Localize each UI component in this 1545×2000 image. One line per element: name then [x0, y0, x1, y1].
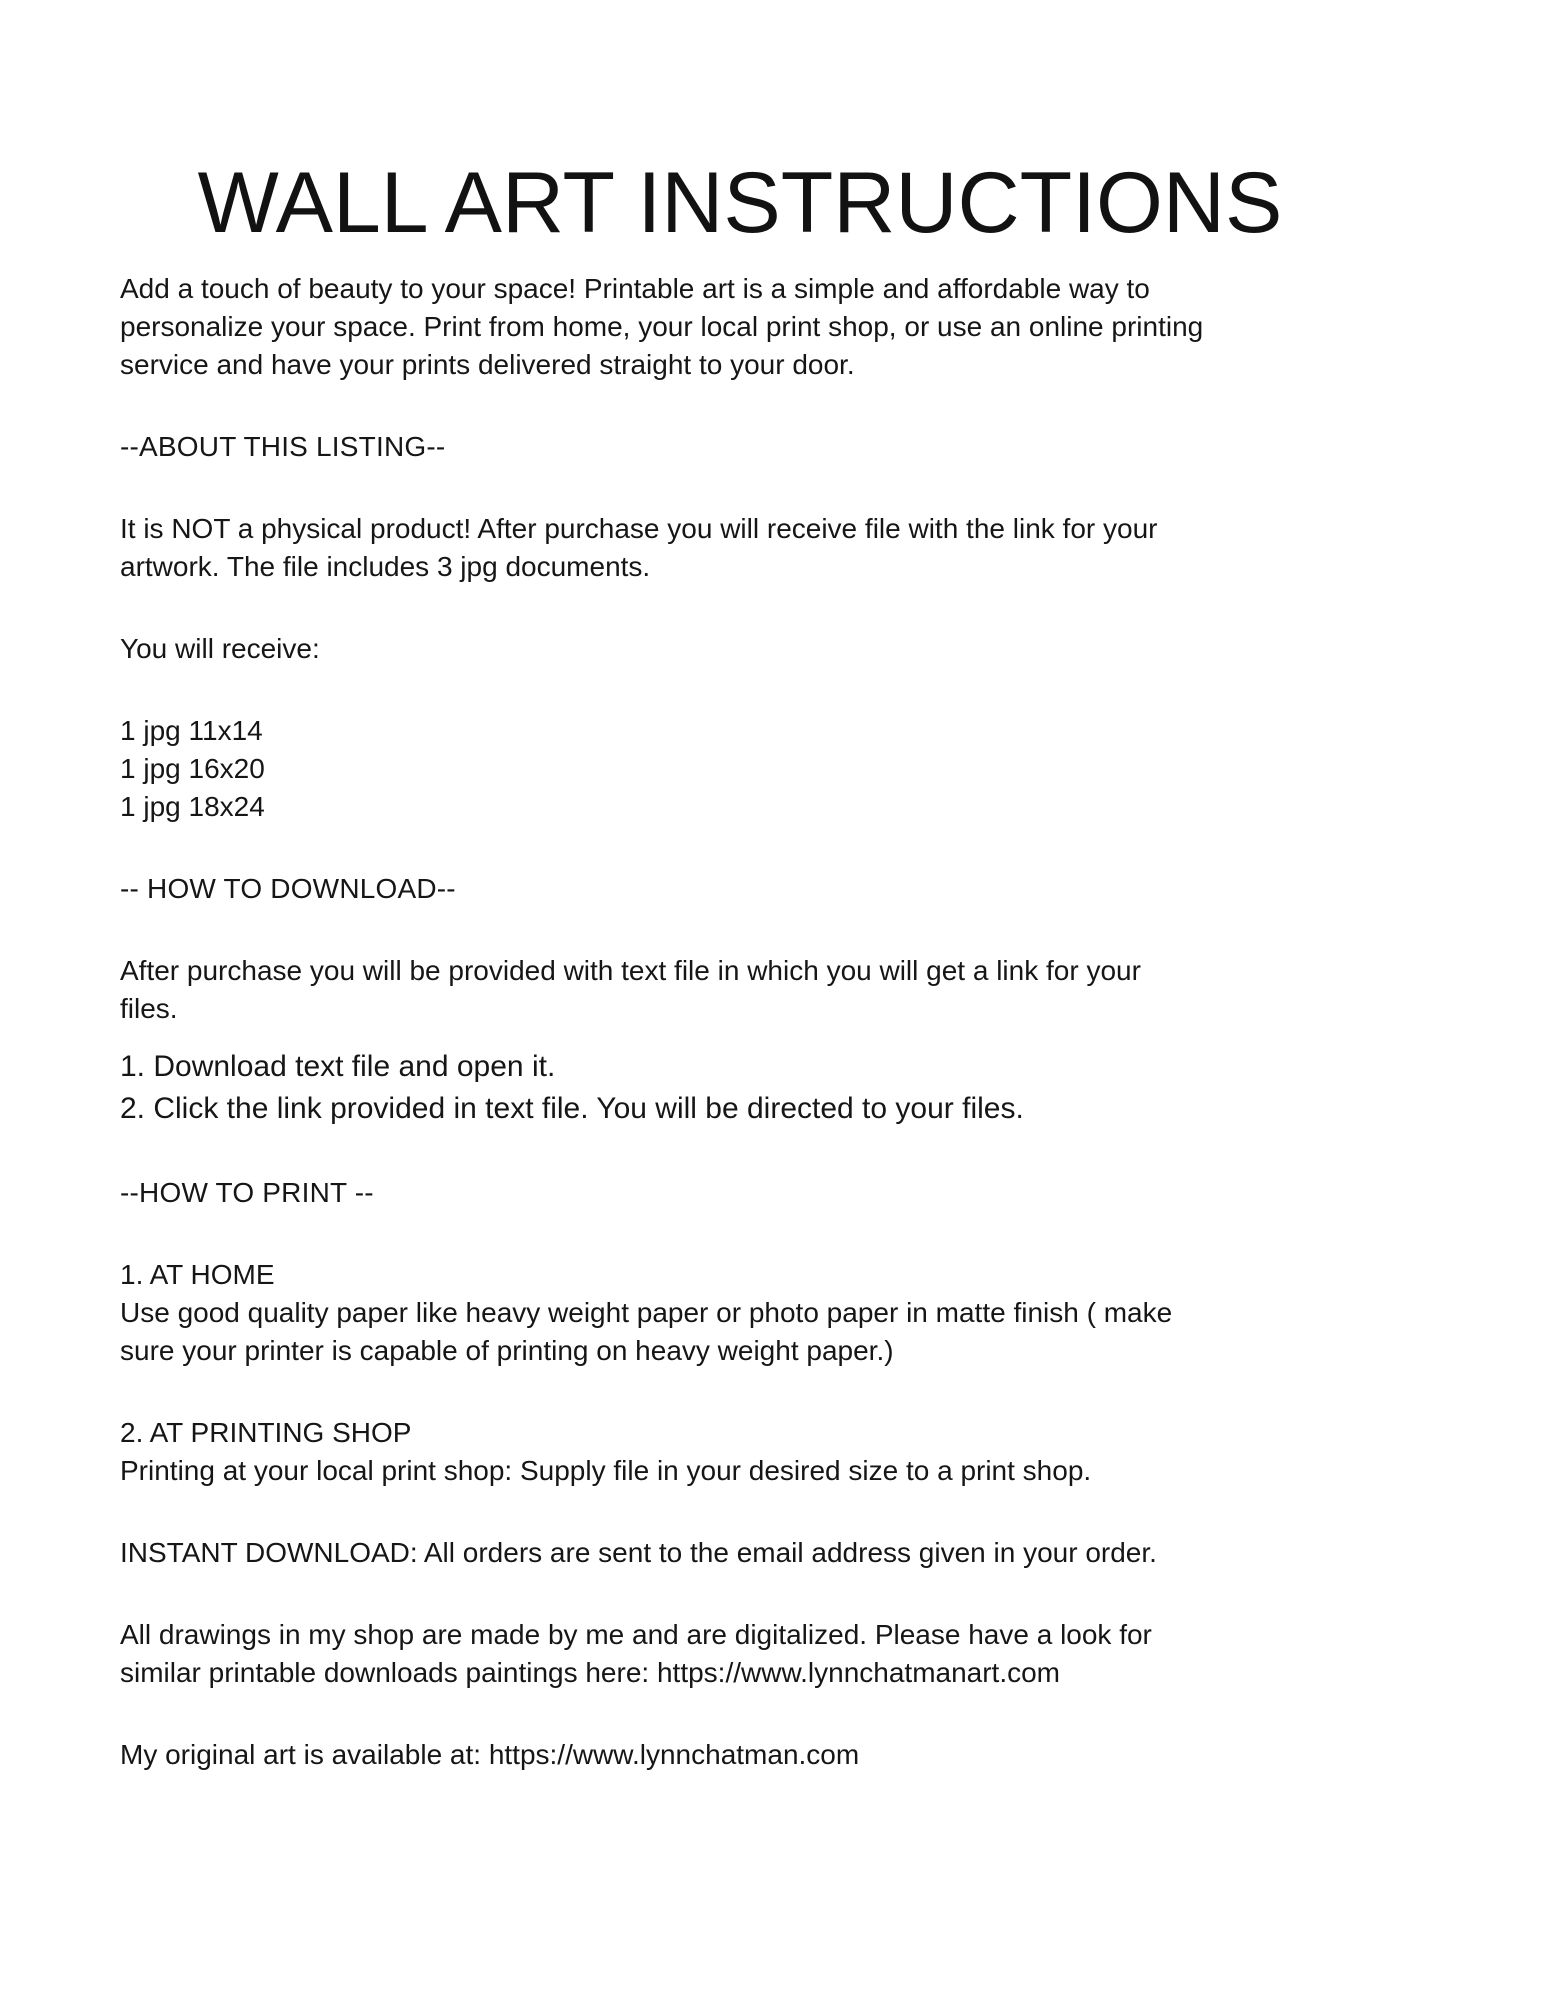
original-art-paragraph — [120, 1736, 1360, 1774]
text-line: My original art is available at: https://www.lynnchatman.com — [120, 1739, 860, 1770]
text-line: files. — [120, 993, 178, 1024]
text-line: 1 jpg 18x24 — [120, 791, 265, 822]
text-line: sure your printer is capable of printing on heavy weight paper.) — [120, 1335, 894, 1366]
download-steps — [120, 1046, 1360, 1130]
file-list — [120, 712, 1360, 826]
text-line: After purchase you will be provided with text file in which you will get a link for your — [120, 955, 1141, 986]
print-at-home-paragraph — [120, 1256, 1360, 1370]
text-line: service and have your prints delivered straight to your door. — [120, 349, 855, 380]
text-line: 1 jpg 11x14 — [120, 715, 263, 746]
about-paragraph — [120, 510, 1360, 586]
document-body — [120, 270, 1360, 1774]
text-line: It is NOT a physical product! After purchase you will receive file with the link for your — [120, 513, 1158, 544]
download-paragraph — [120, 952, 1360, 1028]
text-line: You will receive: — [120, 633, 320, 664]
text-line: Add a touch of beauty to your space! Printable art is a simple and affordable way to — [120, 273, 1150, 304]
text-line: 2. AT PRINTING SHOP — [120, 1417, 412, 1448]
document-title: WALL ART INSTRUCTIONS — [197, 155, 1283, 251]
text-line: 1. Download text file and open it. — [120, 1050, 556, 1083]
text-line: Printing at your local print shop: Supply file in your desired size to a print shop. — [120, 1455, 1092, 1486]
text-line: Use good quality paper like heavy weight paper or photo paper in matte finish ( make — [120, 1297, 1173, 1328]
you-will-receive-line — [120, 630, 1360, 668]
text-line: --HOW TO PRINT -- — [120, 1177, 374, 1208]
shop-info-paragraph — [120, 1616, 1360, 1692]
text-line: -- HOW TO DOWNLOAD-- — [120, 873, 456, 904]
intro-paragraph — [120, 270, 1360, 384]
text-line: similar printable downloads paintings here: https://www.lynnchatmanart.com — [120, 1657, 1061, 1688]
about-this-listing-heading — [120, 428, 1360, 466]
how-to-download-heading — [120, 870, 1360, 908]
how-to-print-heading — [120, 1174, 1360, 1212]
text-line: 2. Click the link provided in text file. You will be directed to your files. — [120, 1092, 1024, 1125]
text-line: 1 jpg 16x20 — [120, 753, 265, 784]
text-line: personalize your space. Print from home, your local print shop, or use an online printing — [120, 311, 1204, 342]
text-line: 1. AT HOME — [120, 1259, 275, 1290]
text-line: artwork. The file includes 3 jpg documents. — [120, 551, 651, 582]
text-line: INSTANT DOWNLOAD: All orders are sent to the email address given in your order. — [120, 1537, 1157, 1568]
print-at-shop-paragraph — [120, 1414, 1360, 1490]
instant-download-paragraph — [120, 1534, 1360, 1572]
text-line: All drawings in my shop are made by me and are digitalized. Please have a look for — [120, 1619, 1152, 1650]
text-line: --ABOUT THIS LISTING-- — [120, 431, 446, 462]
